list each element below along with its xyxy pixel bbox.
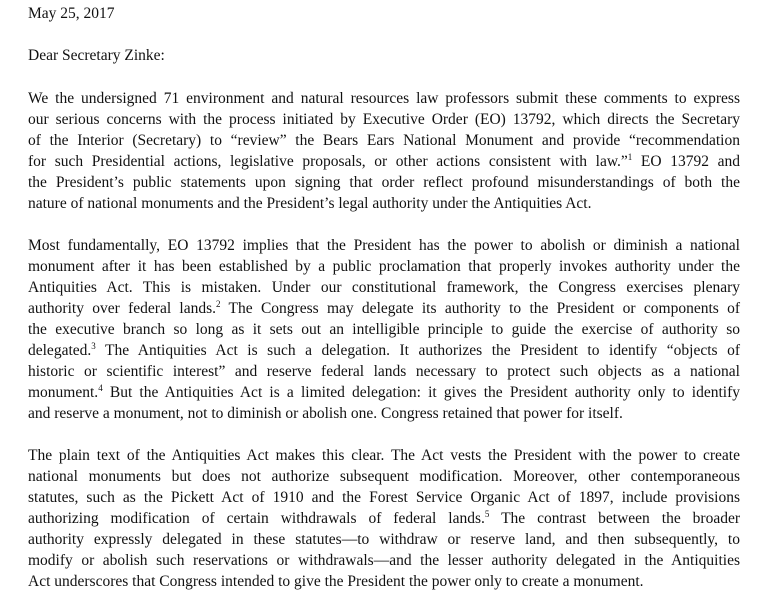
text-line <box>28 571 740 592</box>
text-line <box>28 487 740 508</box>
line-text: delegated. <box>28 342 92 359</box>
line-text: of the Interior (Secretary) to “review” the Bears Ears National Monument and provide “recommendation <box>28 132 740 149</box>
text-line <box>28 298 740 319</box>
line-text: the President’s public statements upon signing that order reflect profound misunderstandings of both the <box>28 174 740 191</box>
line-text: Most fundamentally, EO 13792 implies that the President has the power to abolish or diminish a national <box>28 237 740 254</box>
line-text: Act underscores that Congress intended to give the President the power only to create a monument. <box>28 573 644 590</box>
line-text: authority over federal lands. <box>28 300 217 317</box>
text-line <box>28 277 740 298</box>
line-text: historic or scientific interest” and reserve federal lands necessary to protect such objects as a national <box>28 363 740 380</box>
line-text: The plain text of the Antiquities Act makes this clear. The Act vests the President with the power to create <box>28 447 740 464</box>
line-text: the executive branch so long as it sets out an intelligible principle to guide the exercise of authority so <box>28 321 740 338</box>
text-line <box>28 151 740 172</box>
paragraph-3 <box>28 445 740 592</box>
line-text: EO 13792 and <box>632 153 741 170</box>
line-text: The Antiquities Act is such a delegation. It authorizes the President to identify “objects of <box>95 342 740 359</box>
line-text: monument. <box>28 384 99 401</box>
line-text: modify or abolish such reservations or withdrawals—and the lesser authority delegated in the Antiquities <box>28 552 740 569</box>
line-text: authority expressly delegated in these statutes—to withdraw or reserve land, and then subsequently, to <box>28 531 740 548</box>
text-line <box>28 88 740 109</box>
footnote-marker: 3 <box>91 341 96 351</box>
text-line <box>28 466 740 487</box>
text-line <box>28 445 740 466</box>
line-text: our serious concerns with the process initiated by Executive Order (EO) 13792, which directs the Secretary <box>28 111 740 128</box>
text-line <box>28 193 740 214</box>
line-text: nature of national monuments and the President’s legal authority under the Antiquities Act. <box>28 195 592 212</box>
text-line <box>28 382 740 403</box>
letter-page <box>28 3 740 592</box>
letter-date: May 25, 2017 <box>28 5 115 22</box>
line-text: national monuments but does not authorize subsequent modification. Moreover, other contemporaneous <box>28 468 740 485</box>
text-line <box>28 403 740 424</box>
line-text: We the undersigned 71 environment and natural resources law professors submit these comments to express <box>28 90 740 107</box>
text-line <box>28 256 740 277</box>
text-line <box>28 340 740 361</box>
line-text: The Congress may delegate its authority to the President or components of <box>220 300 740 317</box>
letter-salutation: Dear Secretary Zinke: <box>28 47 165 64</box>
line-text: Antiquities Act. This is mistaken. Under our constitutional framework, the Congress exercises plenary <box>28 279 740 296</box>
footnote-marker: 2 <box>216 299 221 309</box>
text-line <box>28 319 740 340</box>
paragraph-2 <box>28 235 740 424</box>
text-line <box>28 235 740 256</box>
line-text: monument after it has been established by a public proclamation that properly invokes authority under the <box>28 258 740 275</box>
footnote-marker: 4 <box>98 383 103 393</box>
line-text: But the Antiquities Act is a limited delegation: it gives the President authority only to identify <box>102 384 740 401</box>
text-line <box>28 361 740 382</box>
text-line <box>28 172 740 193</box>
text-line <box>28 109 740 130</box>
line-text: statutes, such as the Pickett Act of 1910 and the Forest Service Organic Act of 1897, include provisions <box>28 489 740 506</box>
line-text: The contrast between the broader <box>489 510 740 527</box>
paragraph-1 <box>28 88 740 214</box>
line-text: and reserve a monument, not to diminish or abolish one. Congress retained that power for itself. <box>28 405 623 422</box>
text-line <box>28 508 740 529</box>
text-line <box>28 550 740 571</box>
text-line <box>28 130 740 151</box>
line-text: for such Presidential actions, legislative proposals, or other actions consistent with law.” <box>28 153 628 170</box>
text-line <box>28 529 740 550</box>
line-text: authorizing modification of certain withdrawals of federal lands. <box>28 510 485 527</box>
footnote-marker: 5 <box>484 509 490 519</box>
footnote-marker: 1 <box>627 152 633 162</box>
